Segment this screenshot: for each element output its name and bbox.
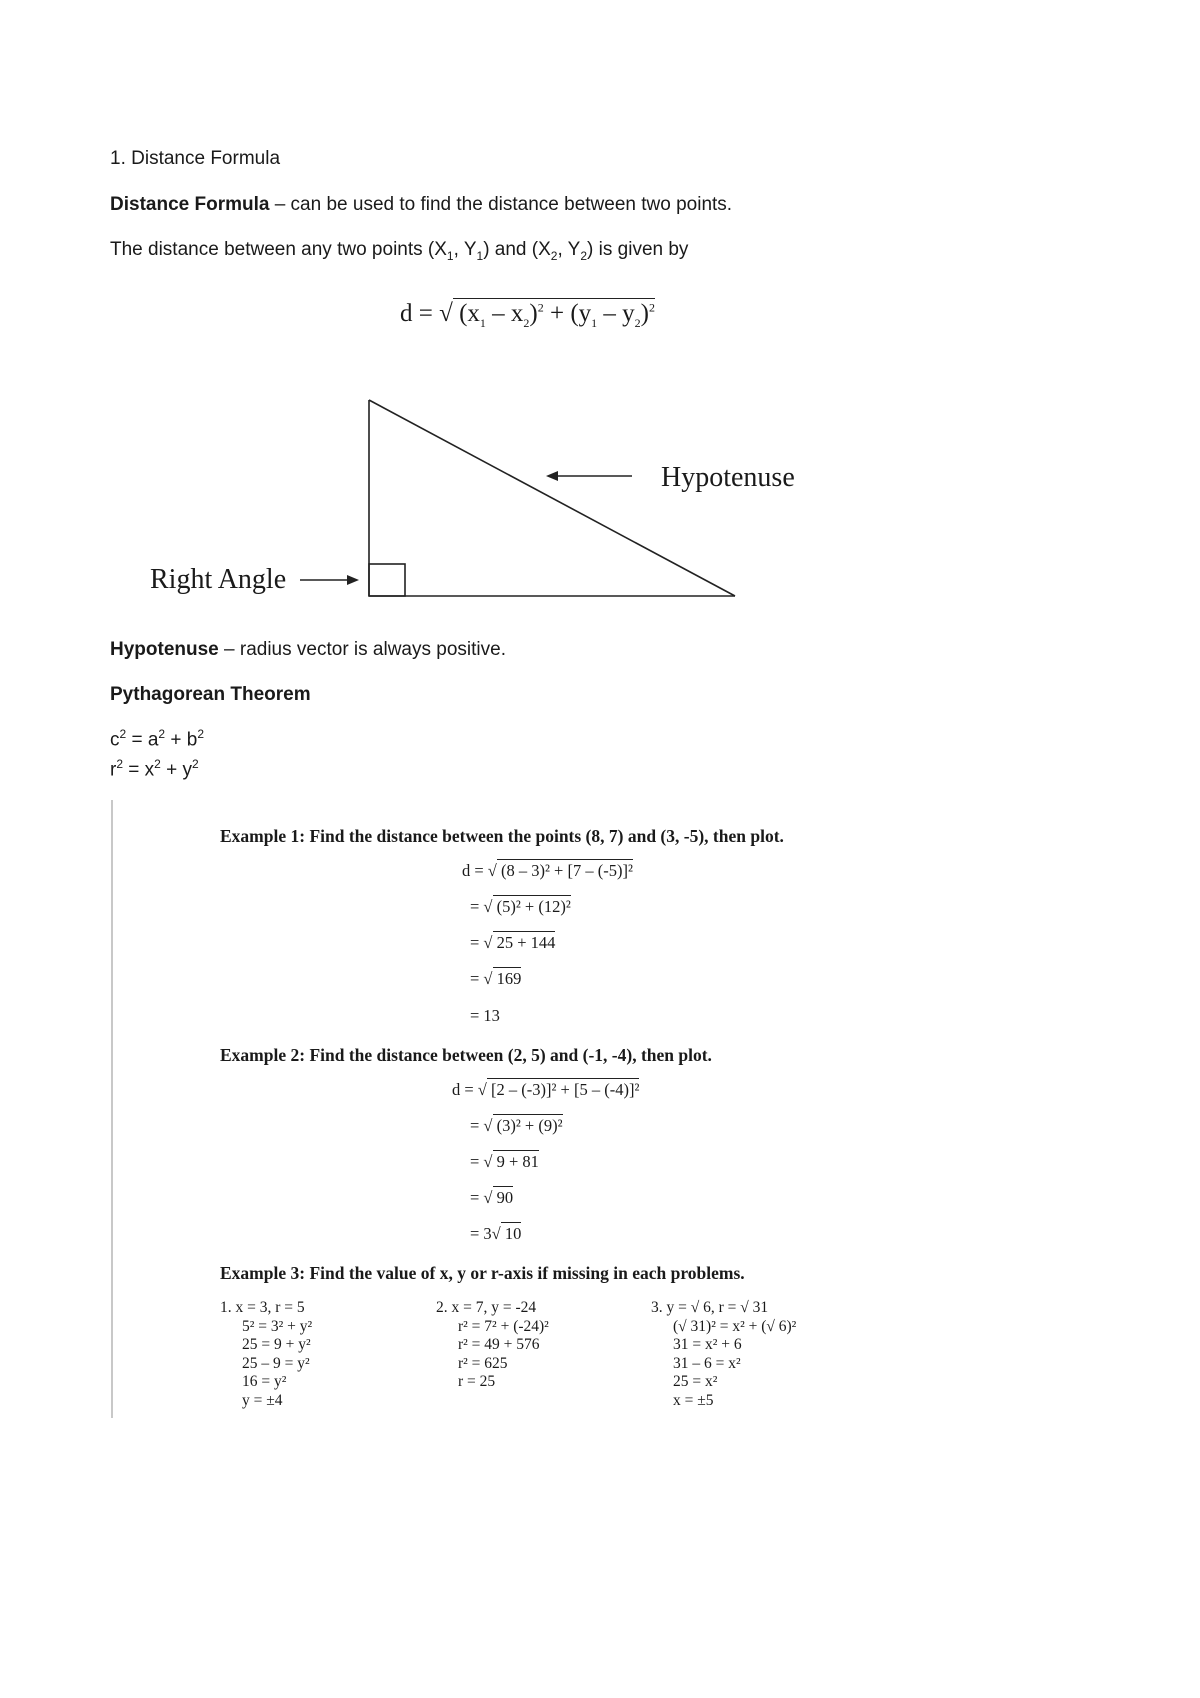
definition-text: – can be used to find the distance between two points.	[269, 194, 733, 215]
problem-2-line: 2. x = 7, y = -24	[436, 1299, 537, 1316]
distance-formula: d = √ $(x_1 - x_2)^2 + (y_1 - y_2)^2$	[400, 300, 655, 330]
example-2-result: = 3√ 10	[470, 1224, 522, 1243]
pythagorean-heading: Pythagorean Theorem	[110, 684, 311, 705]
example-1-step-1: d = √ (8 – 3)² + [7 – (-5)]²	[462, 861, 633, 880]
problem-1-line: 25 = 9 + y²	[242, 1336, 311, 1353]
problem-2-line: r² = 7² + (-24)²	[458, 1317, 549, 1335]
example-3-problem-1	[220, 1299, 312, 1410]
problem-3-line: 3. y = √ 6, r = √ 31	[651, 1299, 769, 1316]
definition-term: Distance Formula	[110, 194, 270, 215]
problem-1-line: 25 – 9 = y²	[242, 1354, 310, 1372]
problem-3-line: 25 = x²	[673, 1373, 718, 1390]
right-angle-label: Right Angle	[150, 564, 287, 595]
equation-c: $c^2 = a^2 + b^2$	[110, 727, 205, 751]
right-triangle-diagram	[0, 0, 1200, 640]
problem-3-line: (√ 31)² = x² + (√ 6)²	[673, 1317, 797, 1335]
example-3-problem-2	[436, 1299, 549, 1392]
example-3-title: Example 3: Find the value of x, y or r-axis if missing in each problems.	[220, 1263, 745, 1283]
example-2-step-4: = √ 90	[470, 1188, 514, 1207]
example-2-title: Example 2: Find the distance between (2, 5) and (-1, -4), then plot.	[220, 1045, 712, 1065]
problem-1-line: y = ±4	[242, 1391, 283, 1409]
section-heading: 1. Distance Formula	[110, 148, 281, 169]
right-angle-marker	[369, 564, 405, 596]
example-1-step-3: = √ 25 + 144	[470, 933, 556, 952]
triangle-hypotenuse	[369, 400, 735, 596]
problem-3-line: 31 = x² + 6	[673, 1336, 742, 1353]
problem-2-line: r = 25	[458, 1373, 496, 1390]
equation-r: $r^2 = x^2 + y^2$	[110, 757, 199, 781]
example-1-step-4: = √ 169	[470, 969, 522, 988]
example-2-step-2: = √ (3)² + (9)²	[470, 1116, 563, 1135]
problem-2-line: r² = 49 + 576	[458, 1336, 540, 1353]
example-1-step-2: = √ (5)² + (12)²	[470, 897, 571, 916]
example-1-title: Example 1: Find the distance between the points (8, 7) and (3, -5), then plot.	[220, 826, 784, 846]
intro-line: The distance between any two points ($X_1$, $Y_1$) and ($X_2$, $Y_2$) is given by	[110, 239, 689, 263]
hypotenuse-definition: Hypotenuse – radius vector is always positive.	[110, 639, 506, 660]
problem-1-line: 16 = y²	[242, 1373, 287, 1390]
right-angle-arrow-head	[347, 575, 359, 585]
problem-1-line: 5² = 3² + y²	[242, 1317, 313, 1335]
problem-3-line: x = ±5	[673, 1391, 714, 1409]
radicand: $(x_1 - x_2)^2 + (y_1 - y_2)^2$	[452, 300, 655, 330]
examples-panel-border	[111, 800, 113, 1418]
example-2-step-3: = √ 9 + 81	[470, 1152, 539, 1171]
problem-3-line: 31 – 6 = x²	[673, 1354, 741, 1372]
hypotenuse-arrow-head	[546, 471, 558, 481]
example-1-result: = 13	[470, 1006, 500, 1025]
problem-1-line: 1. x = 3, r = 5	[220, 1299, 305, 1316]
hypotenuse-label: Hypotenuse	[661, 462, 795, 493]
example-3-problem-3	[651, 1299, 796, 1410]
example-2-step-1: d = √ [2 – (-3)]² + [5 – (-4)]²	[452, 1080, 640, 1099]
problem-2-line: r² = 625	[458, 1354, 508, 1372]
